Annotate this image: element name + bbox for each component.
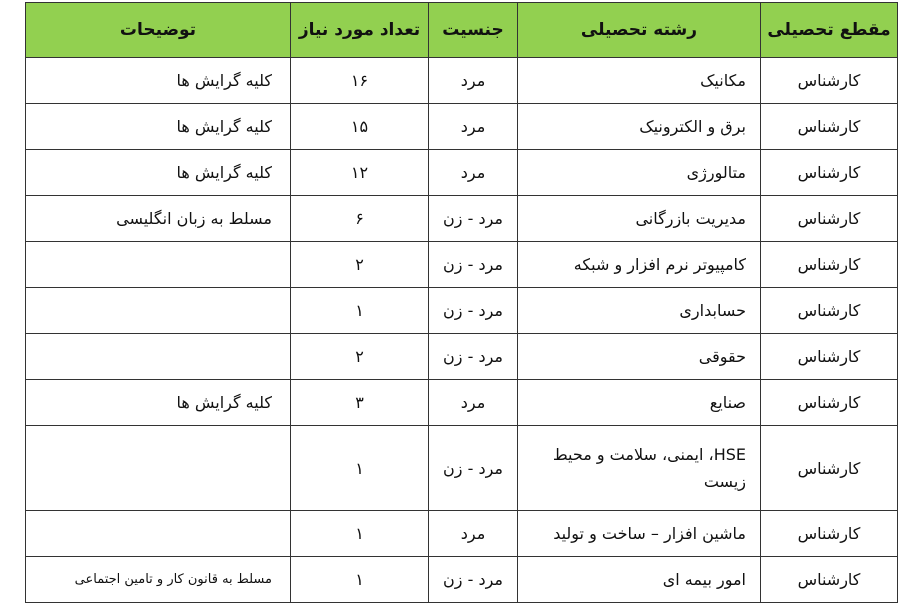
header-notes: توضیحات: [26, 3, 291, 58]
count-cell: ۱۵: [291, 104, 429, 150]
field-cell: صنایع: [518, 380, 761, 426]
header-gender: جنسیت: [429, 3, 518, 58]
notes-cell: [26, 426, 291, 511]
count-cell: ۲: [291, 334, 429, 380]
notes-cell: کلیه گرایش ها: [26, 150, 291, 196]
notes-cell: [26, 288, 291, 334]
job-requirements-table: [25, 2, 898, 603]
table-row: [26, 104, 898, 150]
table-row: [26, 557, 898, 603]
job-requirements-table-wrapper: [25, 2, 897, 603]
field-cell: مدیریت بازرگانی: [518, 196, 761, 242]
table-row: [26, 242, 898, 288]
gender-cell: مرد - زن: [429, 334, 518, 380]
field-cell: حقوقی: [518, 334, 761, 380]
count-cell: ۱۲: [291, 150, 429, 196]
degree-cell: کارشناس: [761, 334, 898, 380]
degree-cell: کارشناس: [761, 557, 898, 603]
field-cell: HSE، ایمنی، سلامت و محیط زیست: [518, 426, 761, 511]
gender-cell: مرد - زن: [429, 288, 518, 334]
header-degree: مقطع تحصیلی: [761, 3, 898, 58]
degree-cell: کارشناس: [761, 150, 898, 196]
degree-cell: کارشناس: [761, 104, 898, 150]
field-cell: ماشین افزار – ساخت و تولید: [518, 511, 761, 557]
degree-cell: کارشناس: [761, 511, 898, 557]
degree-cell: کارشناس: [761, 242, 898, 288]
degree-cell: کارشناس: [761, 58, 898, 104]
table-row: [26, 334, 898, 380]
count-cell: ۱: [291, 557, 429, 603]
degree-cell: کارشناس: [761, 196, 898, 242]
count-cell: ۱: [291, 288, 429, 334]
gender-cell: مرد: [429, 150, 518, 196]
gender-cell: مرد - زن: [429, 426, 518, 511]
degree-cell: کارشناس: [761, 426, 898, 511]
header-row: [26, 3, 898, 58]
table-row: [26, 150, 898, 196]
table-row: [26, 58, 898, 104]
notes-cell: کلیه گرایش ها: [26, 58, 291, 104]
degree-cell: کارشناس: [761, 288, 898, 334]
table-row: [26, 426, 898, 511]
field-cell: حسابداری: [518, 288, 761, 334]
count-cell: ۲: [291, 242, 429, 288]
table-row: [26, 380, 898, 426]
gender-cell: مرد - زن: [429, 557, 518, 603]
gender-cell: مرد: [429, 58, 518, 104]
notes-cell: مسلط به قانون کار و تامین اجتماعی: [26, 557, 291, 603]
header-count: تعداد مورد نیاز: [291, 3, 429, 58]
count-cell: ۶: [291, 196, 429, 242]
gender-cell: مرد - زن: [429, 196, 518, 242]
table-row: [26, 288, 898, 334]
count-cell: ۳: [291, 380, 429, 426]
field-cell: برق و الکترونیک: [518, 104, 761, 150]
notes-cell: مسلط به زبان انگلیسی: [26, 196, 291, 242]
table-row: [26, 196, 898, 242]
notes-cell: کلیه گرایش ها: [26, 104, 291, 150]
field-cell: متالورژی: [518, 150, 761, 196]
field-cell: کامپیوتر نرم افزار و شبکه: [518, 242, 761, 288]
notes-cell: [26, 334, 291, 380]
gender-cell: مرد: [429, 511, 518, 557]
header-field: رشته تحصیلی: [518, 3, 761, 58]
count-cell: ۱: [291, 426, 429, 511]
field-cell: امور بیمه ای: [518, 557, 761, 603]
notes-cell: کلیه گرایش ها: [26, 380, 291, 426]
field-cell: مکانیک: [518, 58, 761, 104]
notes-cell: [26, 511, 291, 557]
gender-cell: مرد: [429, 104, 518, 150]
count-cell: ۱: [291, 511, 429, 557]
gender-cell: مرد - زن: [429, 242, 518, 288]
table-row: [26, 511, 898, 557]
degree-cell: کارشناس: [761, 380, 898, 426]
count-cell: ۱۶: [291, 58, 429, 104]
notes-cell: [26, 242, 291, 288]
gender-cell: مرد: [429, 380, 518, 426]
